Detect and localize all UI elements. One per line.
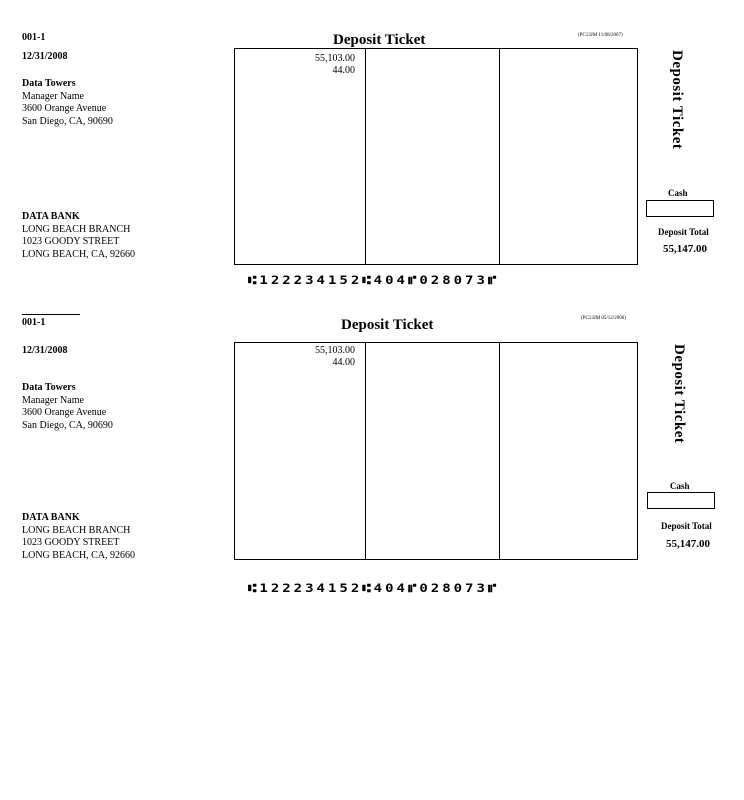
depositor-contact: Manager Name [22, 394, 84, 406]
depositor-street: 3600 Orange Avenue [22, 103, 107, 114]
deposit-grid [234, 342, 638, 560]
entries-column [235, 53, 355, 77]
account-number: 001-1 [22, 32, 46, 43]
bank-address [22, 512, 135, 562]
deposit-grid [234, 48, 638, 265]
grid-divider [365, 343, 366, 559]
ticket-title: Deposit Ticket [341, 317, 434, 333]
ticket-title: Deposit Ticket [333, 32, 426, 48]
cash-label: Cash [670, 481, 690, 491]
cash-label: Cash [668, 188, 688, 198]
depositor-contact: Manager Name [22, 90, 84, 102]
deposit-date: 12/31/2008 [22, 345, 68, 356]
depositor-city: San Diego, CA, 90690 [22, 419, 113, 431]
depositor-city: San Diego, CA, 90690 [22, 115, 113, 127]
bank-city: LONG BEACH, CA, 92660 [22, 248, 136, 260]
entry-amount: 44.00 [332, 65, 355, 76]
depositor-address [22, 382, 113, 432]
deposit-total-label: Deposit Total [658, 227, 709, 237]
grid-divider [365, 49, 366, 264]
deposit-total-value: 55,147.00 [663, 243, 707, 255]
depositor-name: Data Towers [22, 382, 76, 393]
cash-box[interactable] [647, 492, 715, 509]
grid-divider [499, 49, 500, 264]
bank-street: 1023 GOODY STREET [22, 236, 120, 247]
depositor-address [22, 78, 113, 128]
bank-street: 1023 GOODY STREET [22, 537, 120, 548]
form-code: (PC13JM 11/08/2007) [578, 33, 623, 38]
entry-amount: 55,103.00 [315, 345, 355, 356]
micr-line: ⑆122234152⑆404⑈028073⑈ [248, 274, 500, 288]
deposit-date: 12/31/2008 [22, 51, 68, 62]
side-title: Deposit Ticket [669, 50, 685, 150]
deposit-total-value: 55,147.00 [666, 538, 710, 550]
bank-name: DATA BANK [22, 211, 80, 222]
grid-divider [499, 343, 500, 559]
side-title: Deposit Ticket [671, 344, 687, 444]
entries-column [235, 345, 355, 369]
bank-city: LONG BEACH, CA, 92660 [22, 549, 136, 561]
micr-line: ⑆122234152⑆404⑈028073⑈ [248, 582, 500, 596]
depositor-name: Data Towers [22, 78, 76, 89]
deposit-ticket-1 [0, 0, 744, 290]
account-number: 001-1 [22, 317, 46, 328]
entry-amount: 44.00 [332, 357, 355, 368]
cash-box[interactable] [646, 200, 714, 217]
entry-amount: 55,103.00 [315, 53, 355, 64]
bank-branch: LONG BEACH BRANCH [22, 524, 131, 536]
bank-branch: LONG BEACH BRANCH [22, 223, 131, 235]
deposit-ticket-2 [0, 300, 744, 600]
form-code: (PC13JM 05/12/2006) [581, 316, 626, 321]
depositor-street: 3600 Orange Avenue [22, 407, 107, 418]
bank-name: DATA BANK [22, 512, 80, 523]
bank-address [22, 211, 135, 261]
deposit-total-label: Deposit Total [661, 521, 712, 531]
